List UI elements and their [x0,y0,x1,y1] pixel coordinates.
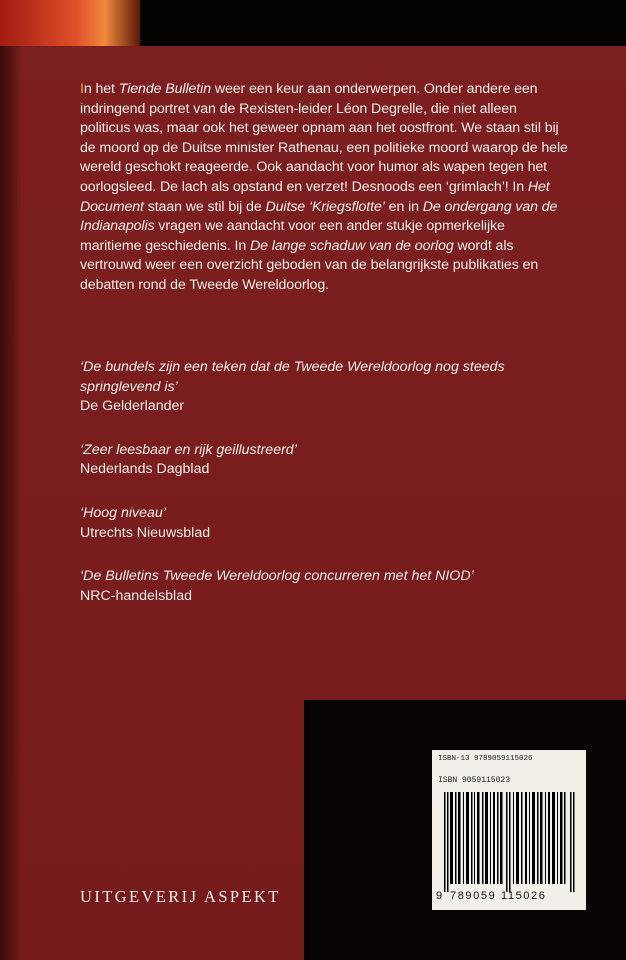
quote-source: Utrechts Nieuwsblad [80,524,211,541]
intro-text-5: vragen we aandacht voor een ander stukje opmerkelijke maritieme geschiedenis. In [80,218,505,254]
intro-title-het-document: Het Document [80,178,550,215]
intro-text-2: weer een keur aan onderwerpen. Onder andere een indringend portret van de Rexisten-leider Léon Degrelle, die niet alleen politicus was, maar ook het geweer opnam aan het oostfront. We staan stil bij de moord op de Duitse minister Rathenau, een politieke moord waarop de hele wereld geschokt reageerde. Ook aandacht voor humor als wapen tegen het oorlogsleed. De lach als opstand en verzet! Desnoods een ‘grimlach’! In [80,81,568,195]
barcode-digits: 789059 115026 [450,890,547,902]
intro-title-kriegsflotte: Duitse ‘Kriegsflotte’ [265,198,385,215]
orange-accent-bar [0,0,140,46]
quote-text: ‘De bundels zijn een teken dat de Tweede Wereldoorlog nog steeds springlevend is’ [80,359,505,395]
isbn-10-text: ISBN 9059115023 [438,776,511,785]
intro-title-indianapolis: De ondergang van de Indianapolis [80,198,558,235]
quote-source: Nederlands Dagblad [80,461,210,478]
spine-shadow [0,0,22,960]
publisher-name: UITGEVERIJ ASPEKT [80,887,281,906]
intro-title-tiende-bulletin: Tiende Bulletin [118,81,211,97]
intro-paragraph [80,80,570,296]
review-quote [80,567,580,606]
quote-text: ‘Zeer leesbaar en rijk geillustreerd’ [80,441,297,458]
intro-title-lange-schaduw: De lange schaduw van de oorlog [250,237,454,254]
barcode-first-digit: 9 [436,890,443,902]
review-quotes [80,358,580,630]
quote-text: ‘Hoog niveau’ [80,504,166,521]
review-quote [80,358,580,417]
barcode-bars [442,792,578,892]
intro-text-3: staan we stil bij de [143,198,266,215]
review-quote [80,504,580,543]
isbn-13-text: ISBN-13 9789059115026 [438,755,533,763]
dropcap-letter: I [80,81,84,97]
intro-text-4: en in [384,198,423,215]
quote-source: De Gelderlander [80,398,185,415]
barcode-label [432,750,586,910]
quote-text: ‘De Bulletins Tweede Wereldoorlog concurreren met het NIOD’ [80,568,474,585]
intro-text-1: n het [83,81,119,97]
review-quote [80,441,580,480]
quote-source: NRC-handelsblad [80,587,192,604]
intro-text-6: wordt als vertrouwd weer een overzicht geboden van de belangrijkste publikaties en debatten rond de Tweede Wereldoorlog. [80,237,539,293]
